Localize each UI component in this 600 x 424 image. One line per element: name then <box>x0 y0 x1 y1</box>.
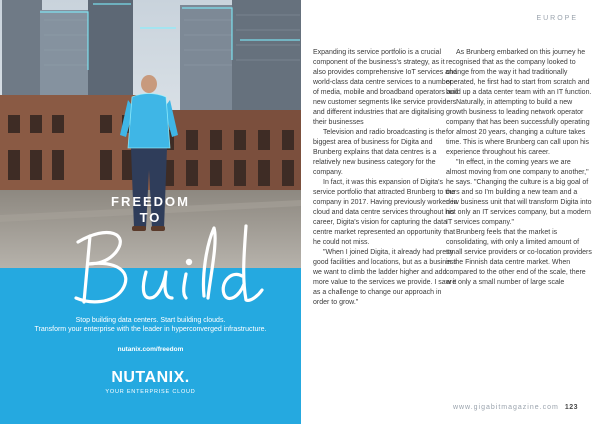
page-number: 123 <box>564 404 578 411</box>
article-column-2 <box>446 48 592 288</box>
column2-paragraph-3: "In effect, in the coming years we are almost moving from one company to another," he says. "Changing the culture is a big goal of ours and so I'm building a new team and a new business unit that will transform Digita into not only an IT services company, but a modern IT services company." <box>446 159 592 226</box>
section-label: EUROPE <box>536 15 578 22</box>
ad-headline-line2: TO <box>139 210 162 225</box>
ad-tagline-line2: Transform your enterprise with the leader in hyperconverged infrastructure. <box>34 326 267 333</box>
column1-paragraph-1: Expanding its service portfolio is a crucial component of the business's strategy, as it also provides comprehensive IoT services and world-class data centre services to a number of media, mobile and broadband operators and new customer segments like service providers and different industries that are digitalising their businesses <box>313 49 459 126</box>
article-column-1 <box>313 48 459 308</box>
column1-paragraph-3: In fact, it was this expansion of Digita's service portfolio that attracted Brunberg to the company in 2017. Having previously worked in cloud and data centre services throughout his career, Digita's vision for capturing the data centre market represented an opportunity that he could not miss. <box>313 179 458 246</box>
column1-paragraph-2: Television and radio broadcasting is the biggest area of business for Digita and Brunberg explains that data centres is a relatively new business category for the company. <box>313 129 446 176</box>
ad-url: nutanix.com/freedom <box>117 346 184 353</box>
nutanix-logo: NUTANIX. <box>111 369 190 386</box>
page-footer <box>453 404 578 411</box>
column2-paragraph-2: Naturally, in attempting to build a new growth business to leading network operator company that has been successfully operating for almost 20 years, changing a culture takes time. This is where Brunberg can call upon his experience throughout his career. <box>446 99 590 156</box>
column2-paragraph-1: As Brunberg embarked on this journey he recognised that as the company looked to change from the way it had traditionally operated, he first had to start from scratch and build up a data center team with an IT function. <box>446 49 592 96</box>
nutanix-logo-subtitle: YOUR ENTERPRISE CLOUD <box>105 389 196 395</box>
column2-paragraph-4: Brunberg feels that the market is consolidating, with only a limited amount of small service providers or co-location providers in the Finnish data centre market. When compared to the other end of the scale, there are only a small number of large scale <box>446 229 592 286</box>
footer-url[interactable]: www.gigabitmagazine.com <box>452 404 559 411</box>
ad-headline-line1: FREEDOM <box>111 194 190 209</box>
column1-paragraph-4: "When I joined Digita, it already had pretty good facilities and locations, but as a business we want to climb the ladder higher and add more value to the services we provide. I saw it as a challenge to change our approach in order to grow." <box>313 249 457 306</box>
build-script-word <box>68 218 268 310</box>
ad-tagline-line1: Stop building data centers. Start building clouds. <box>75 317 226 324</box>
